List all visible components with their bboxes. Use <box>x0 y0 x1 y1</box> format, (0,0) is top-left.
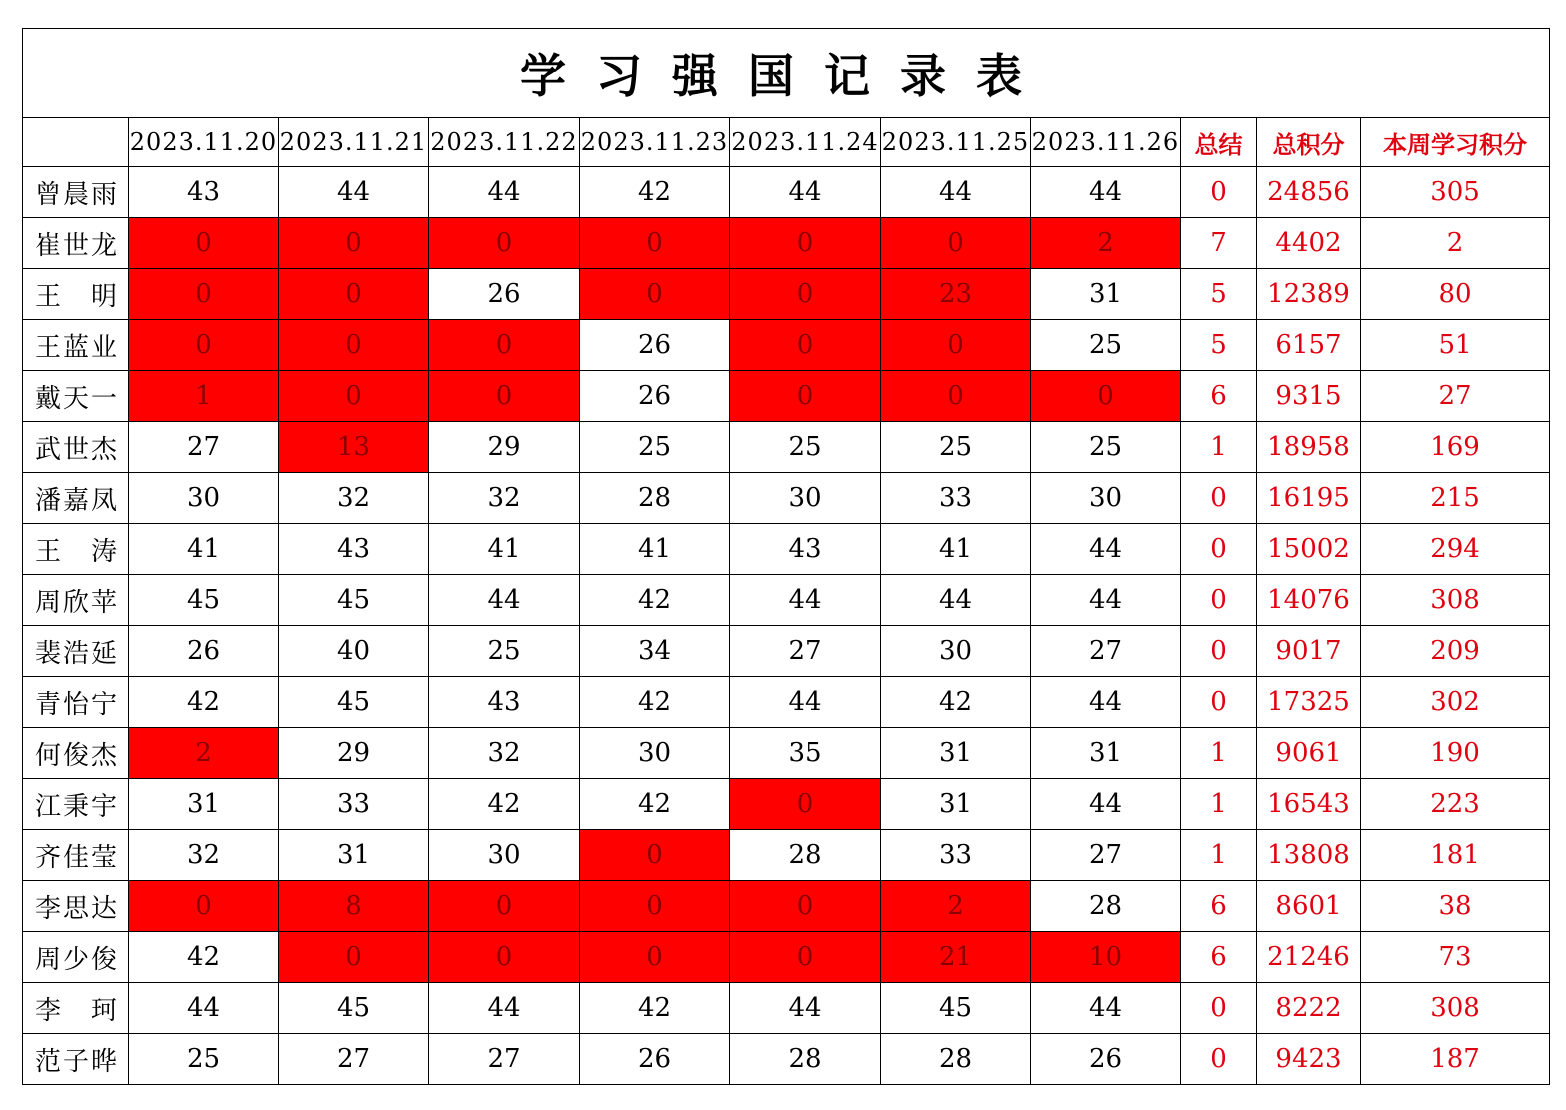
total-points-cell: 16195 <box>1257 473 1361 524</box>
daily-score-cell: 45 <box>279 983 429 1034</box>
study-record-table <box>22 28 1550 1085</box>
daily-score-cell: 44 <box>279 167 429 218</box>
person-name-cell: 王 涛 <box>23 524 129 575</box>
total-points-cell: 9315 <box>1257 371 1361 422</box>
daily-score-cell: 32 <box>279 473 429 524</box>
daily-score-cell: 0 <box>129 218 279 269</box>
week-points-cell: 308 <box>1361 983 1550 1034</box>
daily-score-cell: 31 <box>881 728 1031 779</box>
daily-score-cell: 44 <box>730 983 881 1034</box>
daily-score-cell: 44 <box>1031 983 1181 1034</box>
daily-score-cell: 25 <box>730 422 881 473</box>
daily-score-cell: 42 <box>580 575 730 626</box>
daily-score-cell: 13 <box>279 422 429 473</box>
daily-score-cell: 42 <box>881 677 1031 728</box>
week-points-cell: 302 <box>1361 677 1550 728</box>
table-row <box>23 218 1550 269</box>
person-name-cell: 李思达 <box>23 881 129 932</box>
daily-score-cell: 0 <box>881 218 1031 269</box>
daily-score-cell: 25 <box>1031 422 1181 473</box>
total-points-cell: 24856 <box>1257 167 1361 218</box>
week-points-cell: 51 <box>1361 320 1550 371</box>
daily-score-cell: 25 <box>1031 320 1181 371</box>
summary-cell: 1 <box>1181 830 1257 881</box>
week-points-cell: 223 <box>1361 779 1550 830</box>
daily-score-cell: 44 <box>429 167 580 218</box>
daily-score-cell: 41 <box>429 524 580 575</box>
daily-score-cell: 30 <box>129 473 279 524</box>
daily-score-cell: 32 <box>429 473 580 524</box>
summary-cell: 0 <box>1181 626 1257 677</box>
week-points-cell: 215 <box>1361 473 1550 524</box>
daily-score-cell: 0 <box>429 881 580 932</box>
daily-score-cell: 31 <box>1031 269 1181 320</box>
daily-score-cell: 2 <box>129 728 279 779</box>
daily-score-cell: 44 <box>730 167 881 218</box>
table-row <box>23 779 1550 830</box>
person-name-cell: 武世杰 <box>23 422 129 473</box>
total-points-cell: 9061 <box>1257 728 1361 779</box>
page-title: 学习强国记录表 <box>23 29 1550 118</box>
daily-score-cell: 8 <box>279 881 429 932</box>
person-name-cell: 崔世龙 <box>23 218 129 269</box>
person-name-cell: 王 明 <box>23 269 129 320</box>
daily-score-cell: 29 <box>429 422 580 473</box>
daily-score-cell: 40 <box>279 626 429 677</box>
daily-score-cell: 44 <box>1031 524 1181 575</box>
daily-score-cell: 31 <box>279 830 429 881</box>
daily-score-cell: 0 <box>129 320 279 371</box>
summary-cell: 5 <box>1181 320 1257 371</box>
daily-score-cell: 44 <box>1031 779 1181 830</box>
daily-score-cell: 44 <box>730 677 881 728</box>
summary-cell: 1 <box>1181 779 1257 830</box>
daily-score-cell: 0 <box>730 320 881 371</box>
summary-cell: 0 <box>1181 524 1257 575</box>
summary-cell: 0 <box>1181 575 1257 626</box>
summary-cell: 5 <box>1181 269 1257 320</box>
person-name-cell: 李 珂 <box>23 983 129 1034</box>
table-row <box>23 728 1550 779</box>
daily-score-cell: 0 <box>580 932 730 983</box>
week-points-cell: 181 <box>1361 830 1550 881</box>
daily-score-cell: 0 <box>730 881 881 932</box>
daily-score-cell: 45 <box>881 983 1031 1034</box>
header-date: 2023.11.25 <box>881 118 1031 167</box>
daily-score-cell: 42 <box>580 779 730 830</box>
table-row <box>23 677 1550 728</box>
daily-score-cell: 42 <box>129 677 279 728</box>
daily-score-cell: 2 <box>881 881 1031 932</box>
table-row <box>23 881 1550 932</box>
daily-score-cell: 44 <box>1031 575 1181 626</box>
week-points-cell: 80 <box>1361 269 1550 320</box>
daily-score-cell: 27 <box>429 1034 580 1085</box>
table-row <box>23 1034 1550 1085</box>
daily-score-cell: 28 <box>730 1034 881 1085</box>
daily-score-cell: 43 <box>279 524 429 575</box>
daily-score-cell: 28 <box>730 830 881 881</box>
daily-score-cell: 31 <box>1031 728 1181 779</box>
total-points-cell: 6157 <box>1257 320 1361 371</box>
daily-score-cell: 45 <box>279 575 429 626</box>
daily-score-cell: 0 <box>730 371 881 422</box>
daily-score-cell: 44 <box>881 167 1031 218</box>
daily-score-cell: 0 <box>279 320 429 371</box>
week-points-cell: 27 <box>1361 371 1550 422</box>
daily-score-cell: 26 <box>129 626 279 677</box>
table-row <box>23 371 1550 422</box>
summary-cell: 1 <box>1181 728 1257 779</box>
daily-score-cell: 26 <box>580 371 730 422</box>
week-points-cell: 187 <box>1361 1034 1550 1085</box>
daily-score-cell: 30 <box>881 626 1031 677</box>
daily-score-cell: 31 <box>129 779 279 830</box>
daily-score-cell: 27 <box>1031 830 1181 881</box>
daily-score-cell: 0 <box>881 320 1031 371</box>
daily-score-cell: 27 <box>1031 626 1181 677</box>
summary-cell: 7 <box>1181 218 1257 269</box>
header-total-points: 总积分 <box>1257 118 1361 167</box>
table-row <box>23 932 1550 983</box>
daily-score-cell: 26 <box>1031 1034 1181 1085</box>
daily-score-cell: 42 <box>580 167 730 218</box>
daily-score-cell: 28 <box>1031 881 1181 932</box>
summary-cell: 1 <box>1181 422 1257 473</box>
daily-score-cell: 26 <box>580 320 730 371</box>
daily-score-cell: 0 <box>580 830 730 881</box>
daily-score-cell: 26 <box>580 1034 730 1085</box>
table-row <box>23 983 1550 1034</box>
daily-score-cell: 21 <box>881 932 1031 983</box>
summary-cell: 0 <box>1181 1034 1257 1085</box>
table-row <box>23 473 1550 524</box>
person-name-cell: 范子晔 <box>23 1034 129 1085</box>
summary-cell: 0 <box>1181 167 1257 218</box>
daily-score-cell: 27 <box>279 1034 429 1085</box>
daily-score-cell: 43 <box>730 524 881 575</box>
person-name-cell: 青怡宁 <box>23 677 129 728</box>
daily-score-cell: 45 <box>129 575 279 626</box>
total-points-cell: 9017 <box>1257 626 1361 677</box>
daily-score-cell: 0 <box>730 218 881 269</box>
daily-score-cell: 0 <box>730 932 881 983</box>
daily-score-cell: 10 <box>1031 932 1181 983</box>
daily-score-cell: 44 <box>730 575 881 626</box>
header-week-points: 本周学习积分 <box>1361 118 1550 167</box>
daily-score-cell: 43 <box>429 677 580 728</box>
daily-score-cell: 42 <box>129 932 279 983</box>
daily-score-cell: 0 <box>129 269 279 320</box>
daily-score-cell: 44 <box>429 983 580 1034</box>
daily-score-cell: 0 <box>129 881 279 932</box>
person-name-cell: 何俊杰 <box>23 728 129 779</box>
daily-score-cell: 0 <box>429 320 580 371</box>
week-points-cell: 308 <box>1361 575 1550 626</box>
daily-score-cell: 0 <box>429 218 580 269</box>
total-points-cell: 8601 <box>1257 881 1361 932</box>
daily-score-cell: 35 <box>730 728 881 779</box>
total-points-cell: 13808 <box>1257 830 1361 881</box>
daily-score-cell: 25 <box>129 1034 279 1085</box>
person-name-cell: 曾晨雨 <box>23 167 129 218</box>
daily-score-cell: 29 <box>279 728 429 779</box>
person-name-cell: 裴浩延 <box>23 626 129 677</box>
daily-score-cell: 28 <box>881 1034 1031 1085</box>
summary-cell: 6 <box>1181 371 1257 422</box>
daily-score-cell: 30 <box>730 473 881 524</box>
daily-score-cell: 0 <box>279 218 429 269</box>
header-name-cell <box>23 118 129 167</box>
daily-score-cell: 0 <box>580 269 730 320</box>
person-name-cell: 王蓝业 <box>23 320 129 371</box>
total-points-cell: 15002 <box>1257 524 1361 575</box>
daily-score-cell: 43 <box>129 167 279 218</box>
summary-cell: 0 <box>1181 677 1257 728</box>
summary-cell: 6 <box>1181 932 1257 983</box>
daily-score-cell: 27 <box>730 626 881 677</box>
person-name-cell: 周少俊 <box>23 932 129 983</box>
week-points-cell: 2 <box>1361 218 1550 269</box>
daily-score-cell: 33 <box>881 473 1031 524</box>
total-points-cell: 18958 <box>1257 422 1361 473</box>
person-name-cell: 戴天一 <box>23 371 129 422</box>
week-points-cell: 209 <box>1361 626 1550 677</box>
daily-score-cell: 30 <box>429 830 580 881</box>
header-date: 2023.11.21 <box>279 118 429 167</box>
total-points-cell: 9423 <box>1257 1034 1361 1085</box>
summary-cell: 6 <box>1181 881 1257 932</box>
week-points-cell: 169 <box>1361 422 1550 473</box>
daily-score-cell: 0 <box>1031 371 1181 422</box>
daily-score-cell: 30 <box>1031 473 1181 524</box>
table-row <box>23 626 1550 677</box>
daily-score-cell: 28 <box>580 473 730 524</box>
header-date: 2023.11.24 <box>730 118 881 167</box>
daily-score-cell: 1 <box>129 371 279 422</box>
week-points-cell: 38 <box>1361 881 1550 932</box>
table-row <box>23 320 1550 371</box>
header-date: 2023.11.22 <box>429 118 580 167</box>
total-points-cell: 12389 <box>1257 269 1361 320</box>
daily-score-cell: 44 <box>1031 677 1181 728</box>
daily-score-cell: 31 <box>881 779 1031 830</box>
daily-score-cell: 25 <box>429 626 580 677</box>
daily-score-cell: 32 <box>429 728 580 779</box>
week-points-cell: 294 <box>1361 524 1550 575</box>
daily-score-cell: 27 <box>129 422 279 473</box>
daily-score-cell: 25 <box>881 422 1031 473</box>
daily-score-cell: 0 <box>730 779 881 830</box>
daily-score-cell: 25 <box>580 422 730 473</box>
total-points-cell: 4402 <box>1257 218 1361 269</box>
daily-score-cell: 45 <box>279 677 429 728</box>
daily-score-cell: 0 <box>730 269 881 320</box>
daily-score-cell: 0 <box>429 371 580 422</box>
daily-score-cell: 0 <box>580 218 730 269</box>
person-name-cell: 周欣苹 <box>23 575 129 626</box>
daily-score-cell: 33 <box>881 830 1031 881</box>
daily-score-cell: 0 <box>279 269 429 320</box>
summary-cell: 0 <box>1181 983 1257 1034</box>
daily-score-cell: 26 <box>429 269 580 320</box>
header-date: 2023.11.20 <box>129 118 279 167</box>
header-date: 2023.11.26 <box>1031 118 1181 167</box>
daily-score-cell: 41 <box>580 524 730 575</box>
daily-score-cell: 44 <box>1031 167 1181 218</box>
table-row <box>23 269 1550 320</box>
daily-score-cell: 0 <box>279 371 429 422</box>
daily-score-cell: 0 <box>429 932 580 983</box>
person-name-cell: 江秉宇 <box>23 779 129 830</box>
daily-score-cell: 0 <box>881 371 1031 422</box>
header-date: 2023.11.23 <box>580 118 730 167</box>
total-points-cell: 14076 <box>1257 575 1361 626</box>
total-points-cell: 17325 <box>1257 677 1361 728</box>
person-name-cell: 齐佳莹 <box>23 830 129 881</box>
table-row <box>23 830 1550 881</box>
daily-score-cell: 2 <box>1031 218 1181 269</box>
person-name-cell: 潘嘉凤 <box>23 473 129 524</box>
daily-score-cell: 44 <box>881 575 1031 626</box>
week-points-cell: 305 <box>1361 167 1550 218</box>
daily-score-cell: 42 <box>580 677 730 728</box>
daily-score-cell: 34 <box>580 626 730 677</box>
daily-score-cell: 0 <box>279 932 429 983</box>
daily-score-cell: 44 <box>429 575 580 626</box>
daily-score-cell: 33 <box>279 779 429 830</box>
daily-score-cell: 32 <box>129 830 279 881</box>
daily-score-cell: 41 <box>881 524 1031 575</box>
table-row <box>23 167 1550 218</box>
summary-cell: 0 <box>1181 473 1257 524</box>
week-points-cell: 190 <box>1361 728 1550 779</box>
total-points-cell: 16543 <box>1257 779 1361 830</box>
total-points-cell: 8222 <box>1257 983 1361 1034</box>
table-row <box>23 524 1550 575</box>
daily-score-cell: 30 <box>580 728 730 779</box>
daily-score-cell: 44 <box>129 983 279 1034</box>
table-row <box>23 422 1550 473</box>
daily-score-cell: 0 <box>580 881 730 932</box>
table-row <box>23 575 1550 626</box>
daily-score-cell: 23 <box>881 269 1031 320</box>
daily-score-cell: 42 <box>580 983 730 1034</box>
daily-score-cell: 42 <box>429 779 580 830</box>
total-points-cell: 21246 <box>1257 932 1361 983</box>
header-summary: 总结 <box>1181 118 1257 167</box>
week-points-cell: 73 <box>1361 932 1550 983</box>
daily-score-cell: 41 <box>129 524 279 575</box>
